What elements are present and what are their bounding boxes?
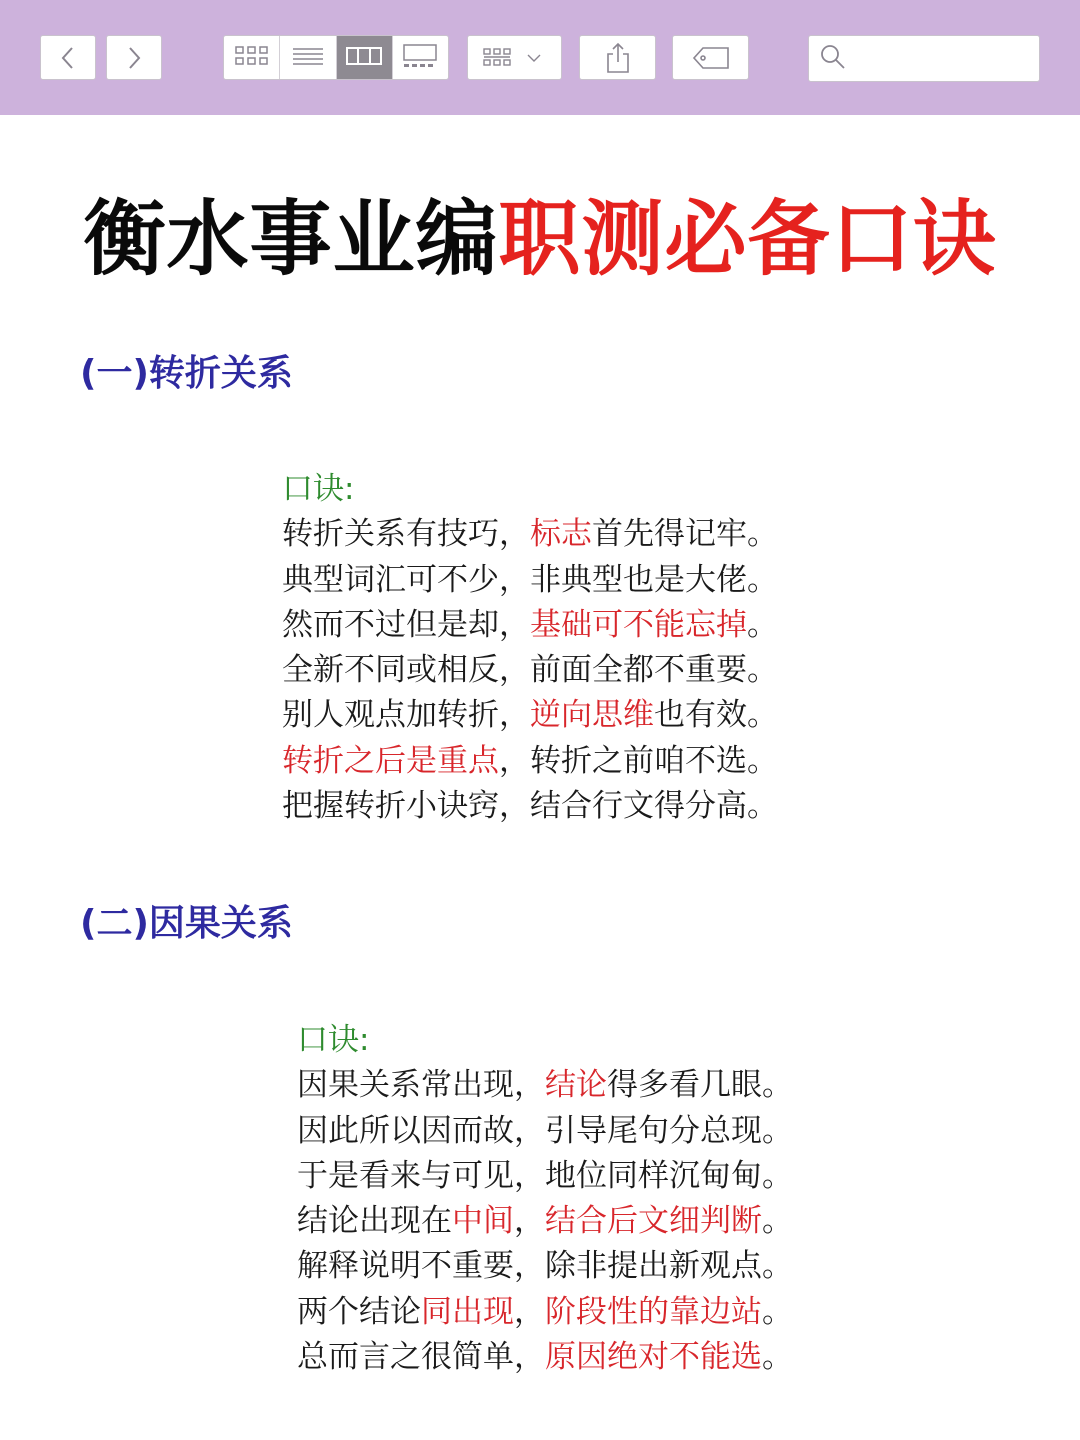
verse-line — [297, 1199, 793, 1244]
verse-text: 解释说明不重要，除非提出新观点。 — [297, 1248, 793, 1285]
list-icon — [291, 45, 325, 71]
verse-text: 典型词汇可不少，非典型也是大佬。 — [282, 561, 778, 598]
tag-button[interactable] — [672, 35, 749, 80]
verse-text: 。 — [762, 1203, 793, 1240]
verse-text: ， — [514, 1203, 545, 1240]
verse-line — [297, 1244, 793, 1289]
verse-lines — [297, 1063, 793, 1380]
verse-line — [297, 1063, 793, 1108]
highlighted-text: 逆向思维 — [530, 697, 654, 734]
forward-button[interactable] — [106, 35, 162, 80]
section-heading-transition: (一)转折关系 — [80, 353, 293, 394]
page-title — [0, 190, 1080, 290]
verse-text: 全新不同或相反，前面全都不重要。 — [282, 652, 778, 689]
highlighted-text: 同出现 — [421, 1293, 514, 1330]
verse-line — [297, 1109, 793, 1154]
verse-line — [282, 648, 778, 693]
verse-text: 因果关系常出现， — [297, 1067, 545, 1104]
tag-icon — [691, 45, 731, 71]
columns-icon — [345, 45, 383, 71]
highlighted-text: 阶段性的靠边站 — [545, 1293, 762, 1330]
verse-text: 得多看几眼。 — [607, 1067, 793, 1104]
verse-text: 把握转折小诀窍，结合行文得分高。 — [282, 788, 778, 825]
verse-line — [282, 558, 778, 603]
verse-text: 转折关系有技巧， — [282, 516, 530, 553]
verse-label: 口诀: — [282, 471, 355, 507]
verse-label: 口诀: — [297, 1022, 370, 1058]
view-column-button[interactable] — [337, 36, 393, 79]
highlighted-text: 结合后文细判断 — [545, 1203, 762, 1240]
title-red-part: 职测必备口诀 — [498, 192, 997, 287]
verse-block-transition — [282, 467, 778, 829]
group-by-button[interactable] — [467, 35, 562, 80]
verse-text: 结论出现在 — [297, 1203, 452, 1240]
verse-line — [282, 512, 778, 557]
verse-text: 别人观点加转折， — [282, 697, 530, 734]
window-toolbar — [0, 0, 1080, 115]
search-input[interactable] — [855, 43, 1039, 75]
highlighted-text: 标志 — [530, 516, 592, 553]
verse-text: 。 — [762, 1293, 793, 1330]
verse-line — [297, 1154, 793, 1199]
verse-text: 然而不过但是却， — [282, 606, 530, 643]
search-field[interactable] — [808, 35, 1040, 82]
verse-block-causal — [297, 1018, 793, 1380]
verse-text: 因此所以因而故，引导尾句分总现。 — [297, 1112, 793, 1149]
share-icon — [604, 42, 632, 74]
share-button[interactable] — [579, 35, 656, 80]
verse-line — [282, 784, 778, 829]
gallery-icon — [401, 43, 439, 73]
group-by-icon — [480, 46, 550, 70]
highlighted-text: 结论 — [545, 1067, 607, 1104]
verse-text: ，转折之前咱不选。 — [499, 742, 778, 779]
verse-line — [282, 693, 778, 738]
highlighted-text: 基础可不能忘掉 — [530, 606, 747, 643]
verse-text: 两个结论 — [297, 1293, 421, 1330]
verse-lines — [282, 512, 778, 829]
verse-text: 。 — [762, 1339, 793, 1376]
chevron-right-icon — [124, 45, 144, 71]
view-list-button[interactable] — [280, 36, 336, 79]
search-icon — [819, 43, 847, 75]
verse-line — [297, 1290, 793, 1335]
chevron-left-icon — [58, 45, 78, 71]
grid-icon — [234, 45, 270, 71]
verse-text: 。 — [747, 606, 778, 643]
section-heading-causal: (二)因果关系 — [80, 903, 293, 944]
view-icon-grid-button[interactable] — [224, 36, 280, 79]
verse-text: 于是看来与可见，地位同样沉甸甸。 — [297, 1157, 793, 1194]
highlighted-text: 转折之后是重点 — [282, 742, 499, 779]
highlighted-text: 原因绝对不能选 — [545, 1339, 762, 1376]
verse-text: ， — [514, 1293, 545, 1330]
verse-text: 也有效。 — [654, 697, 778, 734]
back-button[interactable] — [40, 35, 96, 80]
view-gallery-button[interactable] — [393, 36, 448, 79]
highlighted-text: 中间 — [452, 1203, 514, 1240]
verse-text: 首先得记牢。 — [592, 516, 778, 553]
verse-line — [297, 1335, 793, 1380]
verse-line — [282, 739, 778, 784]
verse-line — [282, 603, 778, 648]
verse-text: 总而言之很简单， — [297, 1339, 545, 1376]
title-black-part: 衡水事业编 — [83, 192, 499, 287]
view-mode-control — [223, 35, 449, 80]
